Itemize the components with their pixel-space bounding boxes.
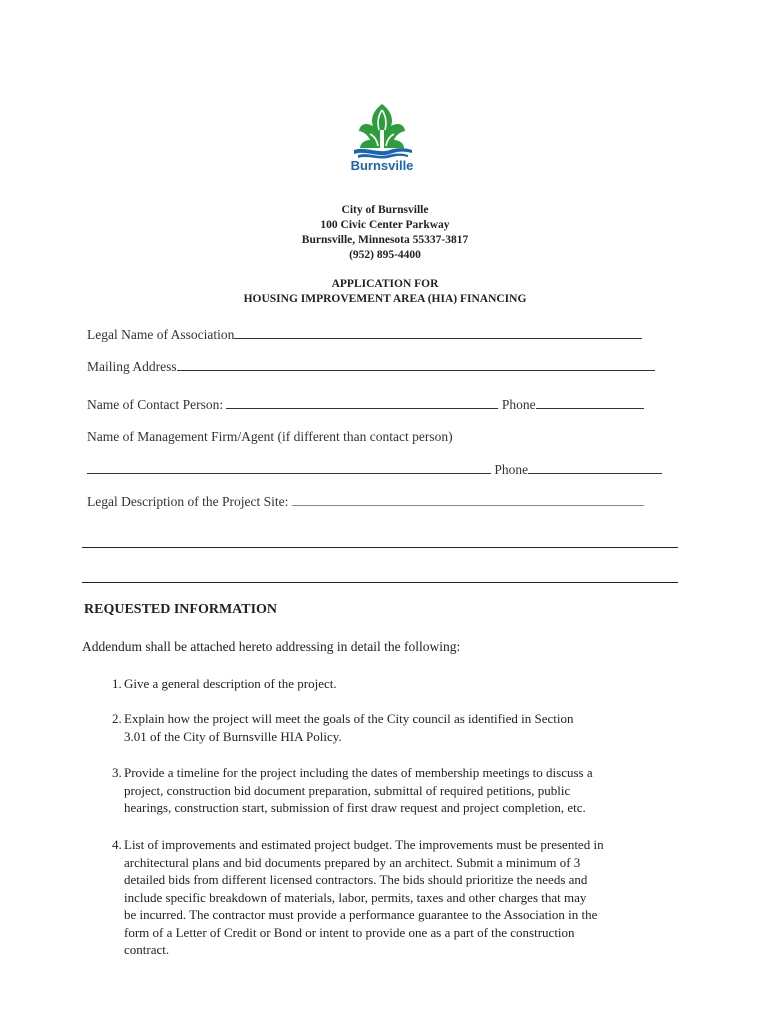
legal-description-line-3[interactable] [82,582,678,583]
legal-label: Legal Description of the Project Site: [87,494,289,509]
association-label: Legal Name of Association [87,327,235,342]
address-line-1: City of Burnsville [341,204,429,216]
mgmt-phone-blank[interactable] [528,472,662,474]
legal-description-field[interactable] [87,494,644,510]
tree-icon [340,100,424,160]
title-line-1: APPLICATION FOR [331,278,439,290]
association-field[interactable] [87,327,642,343]
contact-phone-label: Phone [501,397,536,412]
document-title [180,277,590,307]
item-number: 4. [112,837,122,852]
item-number: 2. [112,711,122,726]
burnsville-logo [340,100,424,180]
mgmt-phone-label: Phone [494,462,529,477]
addendum-intro: Addendum shall be attached hereto addressing in detail the following: [82,639,461,654]
mailing-label: Mailing Address [87,359,177,374]
management-firm-field [87,429,453,445]
contact-person-field[interactable] [87,397,644,413]
item-line: Give a general description of the project. [124,676,337,691]
list-item [112,675,672,693]
management-firm-line[interactable] [87,462,662,478]
item-line: be incurred. The contractor must provide a performance guarantee to the Association in the [124,907,598,922]
item-line: include specific breakdown of materials, labor, permits, taxes and other charges that may [124,889,587,905]
mailing-address-field[interactable] [87,359,655,375]
mgmt-label: Name of Management Firm/Agent (if different than contact person) [87,429,453,444]
address-line-4: (952) 895-4400 [349,249,421,261]
legal-description-line-2[interactable] [82,547,678,548]
city-address [200,203,570,263]
address-line-3: Burnsville, Minnesota 55337-3817 [301,234,469,246]
legal-blank[interactable] [292,504,644,506]
item-number: 1. [112,676,122,691]
item-line: form of a Letter of Credit or Bond or intent to provide one as a part of the construction [124,924,575,940]
item-line: Provide a timeline for the project including the dates of membership meetings to discuss a [124,765,593,780]
association-blank[interactable] [234,337,642,339]
mailing-blank[interactable] [177,369,655,371]
item-line: Explain how the project will meet the goals of the City council as identified in Section [124,711,574,726]
item-line: detailed bids from different licensed contractors. The bids should prioritize the needs and [124,872,588,887]
title-line-2: HOUSING IMPROVEMENT AREA (HIA) FINANCING [243,293,527,305]
contact-blank[interactable] [226,407,498,409]
logo-wordmark: Burnsville [350,158,414,173]
requested-information-heading: REQUESTED INFORMATION [84,602,278,617]
list-item [112,764,678,817]
contact-label: Name of Contact Person: [87,397,224,412]
item-line: project, construction bid document preparation, submittal of required petitions, public [124,782,571,798]
item-line: List of improvements and estimated project budget. The improvements must be presented in [124,837,604,852]
list-item [112,710,672,745]
contact-phone-blank[interactable] [536,407,644,409]
item-number: 3. [112,765,122,780]
item-line: hearings, construction start, submission of first draw request and project completion, etc. [124,800,586,815]
item-line: contract. [124,942,170,957]
address-line-2: 100 Civic Center Parkway [320,219,450,231]
list-item [112,836,678,959]
item-line: architectural plans and bid documents prepared by an architect. Submit a minimum of 3 [124,854,581,870]
item-line: 3.01 of the City of Burnsville HIA Policy. [124,728,342,744]
mgmt-blank[interactable] [87,472,491,474]
